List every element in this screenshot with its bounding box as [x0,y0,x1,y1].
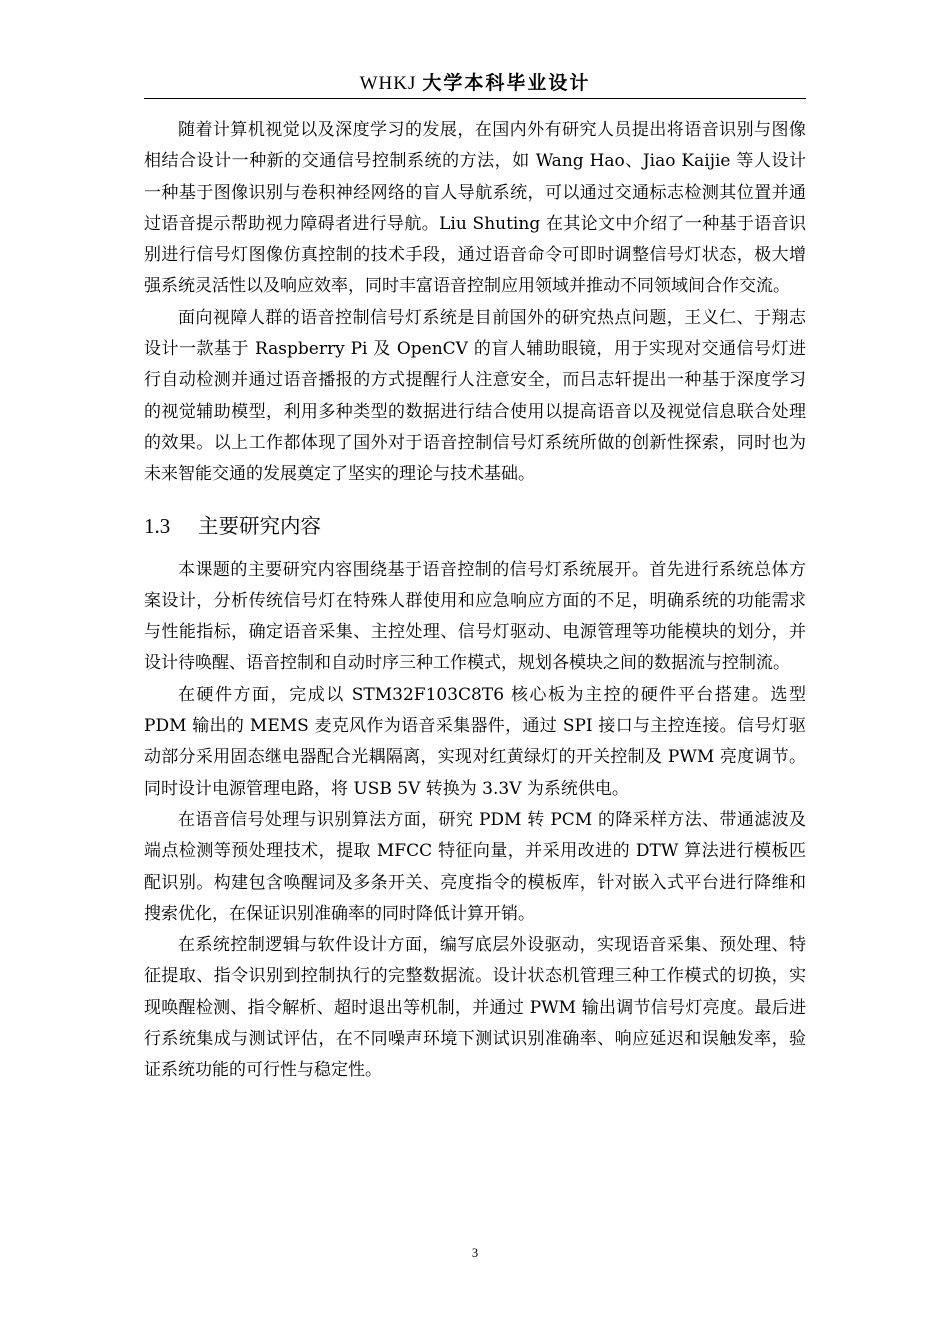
section-heading [144,509,806,543]
header-university-abbr: WHKJ [359,73,417,94]
paragraph-content-2: 在硬件方面，完成以 STM32F103C8T6 核心板为主控的硬件平台搭建。选型 PDM 输出的 MEMS 麦克风作为语音采集器件，通过 SPI 接口与主控连接。信号灯驱动部分采用固态继电器配合光耦隔离，实现对红黄绿灯的开关控制及 PWM 亮度调节。同时设计电源管理电路，将 USB 5V 转换为 3.3V 为系统供电。 [144,684,806,799]
paragraph-content-4: 在系统控制逻辑与软件设计方面，编写底层外设驱动，实现语音采集、预处理、特征提取、指令识别到控制执行的完整数据流。设计状态机管理三种工作模式的切换，实现唤醒检测、指令解析、超时退出等机制，并通过 PWM 输出调节信号灯亮度。最后进行系统集成与测试评估，在不同噪声环境下测试识别准确率、响应延迟和误触发率，验证系统功能的可行性与稳定性。 [144,935,806,1081]
paragraph-content-3: 在语音信号处理与识别算法方面，研究 PDM 转 PCM 的降采样方法、带通滤波及端点检测等预处理技术，提取 MFCC 特征向量，并采用改进的 DTW 算法进行模板匹配识别。构建包含唤醒词及多条开关、亮度指令的模板库，针对嵌入式平台进行降维和搜索优化，在保证识别准确率的同时降低计算开销。 [144,809,806,924]
section-number: 1.3 [144,513,171,538]
section-title: 主要研究内容 [198,513,321,538]
page-header [144,68,806,98]
paragraph-content-1: 本课题的主要研究内容围绕基于语音控制的信号灯系统展开。首先进行系统总体方案设计，分析传统信号灯在特殊人群使用和应急响应方面的不足，明确系统的功能需求与性能指标，确定语音采集、主控处理、信号灯驱动、电源管理等功能模块的划分，并设计待唤醒、语音控制和自动时序三种工作模式，规划各模块之间的数据流与控制流。 [144,559,806,674]
header-rule [144,98,806,99]
header-document-title: 大学本科毕业设计 [422,72,591,94]
page-number: 3 [471,1246,479,1260]
page-body [144,115,806,1087]
paragraph-intro-2: 面向视障人群的语音控制信号灯系统是目前国外的研究热点问题，王义仁、于翔志设计一款基于 Raspberry Pi 及 OpenCV 的盲人辅助眼镜，用于实现对交通信号灯进行自动检测并通过语音播报的方式提醒行人注意安全，而吕志轩提出一种基于深度学习的视觉辅助模型，利用多种类型的数据进行结合使用以提高语音以及视觉信息联合处理的效果。以上工作都体现了国外对于语音控制信号灯系统所做的创新性探索，同时也为未来智能交通的发展奠定了坚实的理论与技术基础。 [144,307,806,485]
paragraph-intro-1: 随着计算机视觉以及深度学习的发展，在国内外有研究人员提出将语音识别与图像相结合设计一种新的交通信号控制系统的方法，如 Wang Hao、Jiao Kaijie 等人设计一种基于图像识别与卷积神经网络的盲人导航系统，可以通过交通标志检测其位置并通过语音提示帮助视力障碍者进行导航。Liu Shuting 在其论文中介绍了一种基于语音识别进行信号灯图像仿真控制的技术手段，通过语音命令可即时调整信号灯状态，极大增强系统灵活性以及响应效率，同时丰富语音控制应用领域并推动不同领域间合作交流。 [144,120,806,297]
